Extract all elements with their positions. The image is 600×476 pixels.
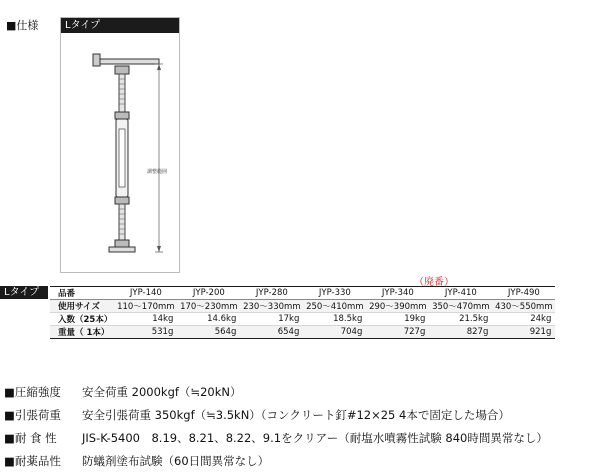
header-cell: JYP-140 <box>114 287 177 300</box>
table-row <box>50 300 555 313</box>
property-row <box>4 452 548 475</box>
property-value: 安全引張荷重 350kgf（≒3.5kN）（コンクリート釘#12×25 4本で固定した場合） <box>82 408 510 422</box>
dimension-label: 調整範囲 <box>147 169 168 175</box>
property-label: ■圧縮強度 <box>4 385 61 399</box>
section-label: ■仕様 <box>6 19 39 32</box>
row-label: 使用サイズ <box>50 300 114 313</box>
row-label: 重量（ 1本） <box>50 326 114 339</box>
property-row <box>4 406 548 429</box>
upper-rod <box>119 74 125 112</box>
table-cell: 704g <box>303 326 366 339</box>
type-tab: Lタイプ <box>0 286 48 299</box>
base-nut <box>115 240 129 247</box>
top-bracket <box>93 54 100 66</box>
table-cell: 17kg <box>240 313 303 326</box>
table-header-row <box>50 287 555 300</box>
base-plate <box>109 247 135 252</box>
property-row <box>4 429 548 452</box>
property-value: 安全荷重 2000kgf（≒20kN） <box>82 385 242 399</box>
header-cell: JYP-330 <box>303 287 366 300</box>
header-cell: JYP-490 <box>492 287 555 300</box>
lower-lock-nut <box>115 197 129 204</box>
table-cell: 727g <box>366 326 429 339</box>
table-cell: 18.5kg <box>303 313 366 326</box>
table-cell: 827g <box>429 326 492 339</box>
header-cell: 品番 <box>50 287 114 300</box>
table-cell: 921g <box>492 326 555 339</box>
table-cell: 24kg <box>492 313 555 326</box>
table-row <box>50 313 555 326</box>
spec-table <box>50 286 555 339</box>
properties-list <box>4 383 548 475</box>
header-cell: JYP-200 <box>177 287 240 300</box>
table-cell: 564g <box>177 326 240 339</box>
top-plate <box>95 59 159 64</box>
property-label: ■耐薬品性 <box>4 454 61 468</box>
property-value: 防蟻剤塗布試験（60日間異常なし） <box>82 454 270 468</box>
upper-lock-nut <box>115 112 129 119</box>
product-figure <box>60 17 180 273</box>
table-cell: 110〜170mm <box>114 300 177 313</box>
property-label: ■引張荷重 <box>4 408 61 422</box>
floor-post-drawing <box>61 33 179 272</box>
discontinued-note: （廃番） <box>414 277 454 288</box>
top-nut <box>115 66 129 74</box>
table-cell: 19kg <box>366 313 429 326</box>
dimension-arrow-bottom <box>157 246 161 252</box>
header-cell: JYP-410 <box>429 287 492 300</box>
table-row <box>50 326 555 339</box>
table-cell: 290〜390mm <box>366 300 429 313</box>
table-cell: 14.6kg <box>177 313 240 326</box>
row-label: 入数（25本） <box>50 313 114 326</box>
property-value: JIS-K-5400 8.19、8.21、8.22、9.1をクリアー（耐塩水噴霧性試験 840時間異常なし） <box>82 431 548 445</box>
table-cell: 250〜410mm <box>303 300 366 313</box>
table-cell: 21.5kg <box>429 313 492 326</box>
turnbuckle-window <box>119 129 125 187</box>
table-cell: 230〜330mm <box>240 300 303 313</box>
property-label: ■耐 食 性 <box>4 431 57 445</box>
table-cell: 170〜230mm <box>177 300 240 313</box>
table-cell: 430〜550mm <box>492 300 555 313</box>
header-cell: JYP-280 <box>240 287 303 300</box>
figure-header-label: Lタイプ <box>65 20 101 31</box>
table-cell: 654g <box>240 326 303 339</box>
lower-rod <box>119 204 125 240</box>
dimension-arrow-top <box>157 64 161 70</box>
header-cell: JYP-340 <box>366 287 429 300</box>
table-cell: 14kg <box>114 313 177 326</box>
table-cell: 350〜470mm <box>429 300 492 313</box>
table-cell: 531g <box>114 326 177 339</box>
property-row <box>4 383 548 406</box>
figure-header <box>61 18 179 33</box>
